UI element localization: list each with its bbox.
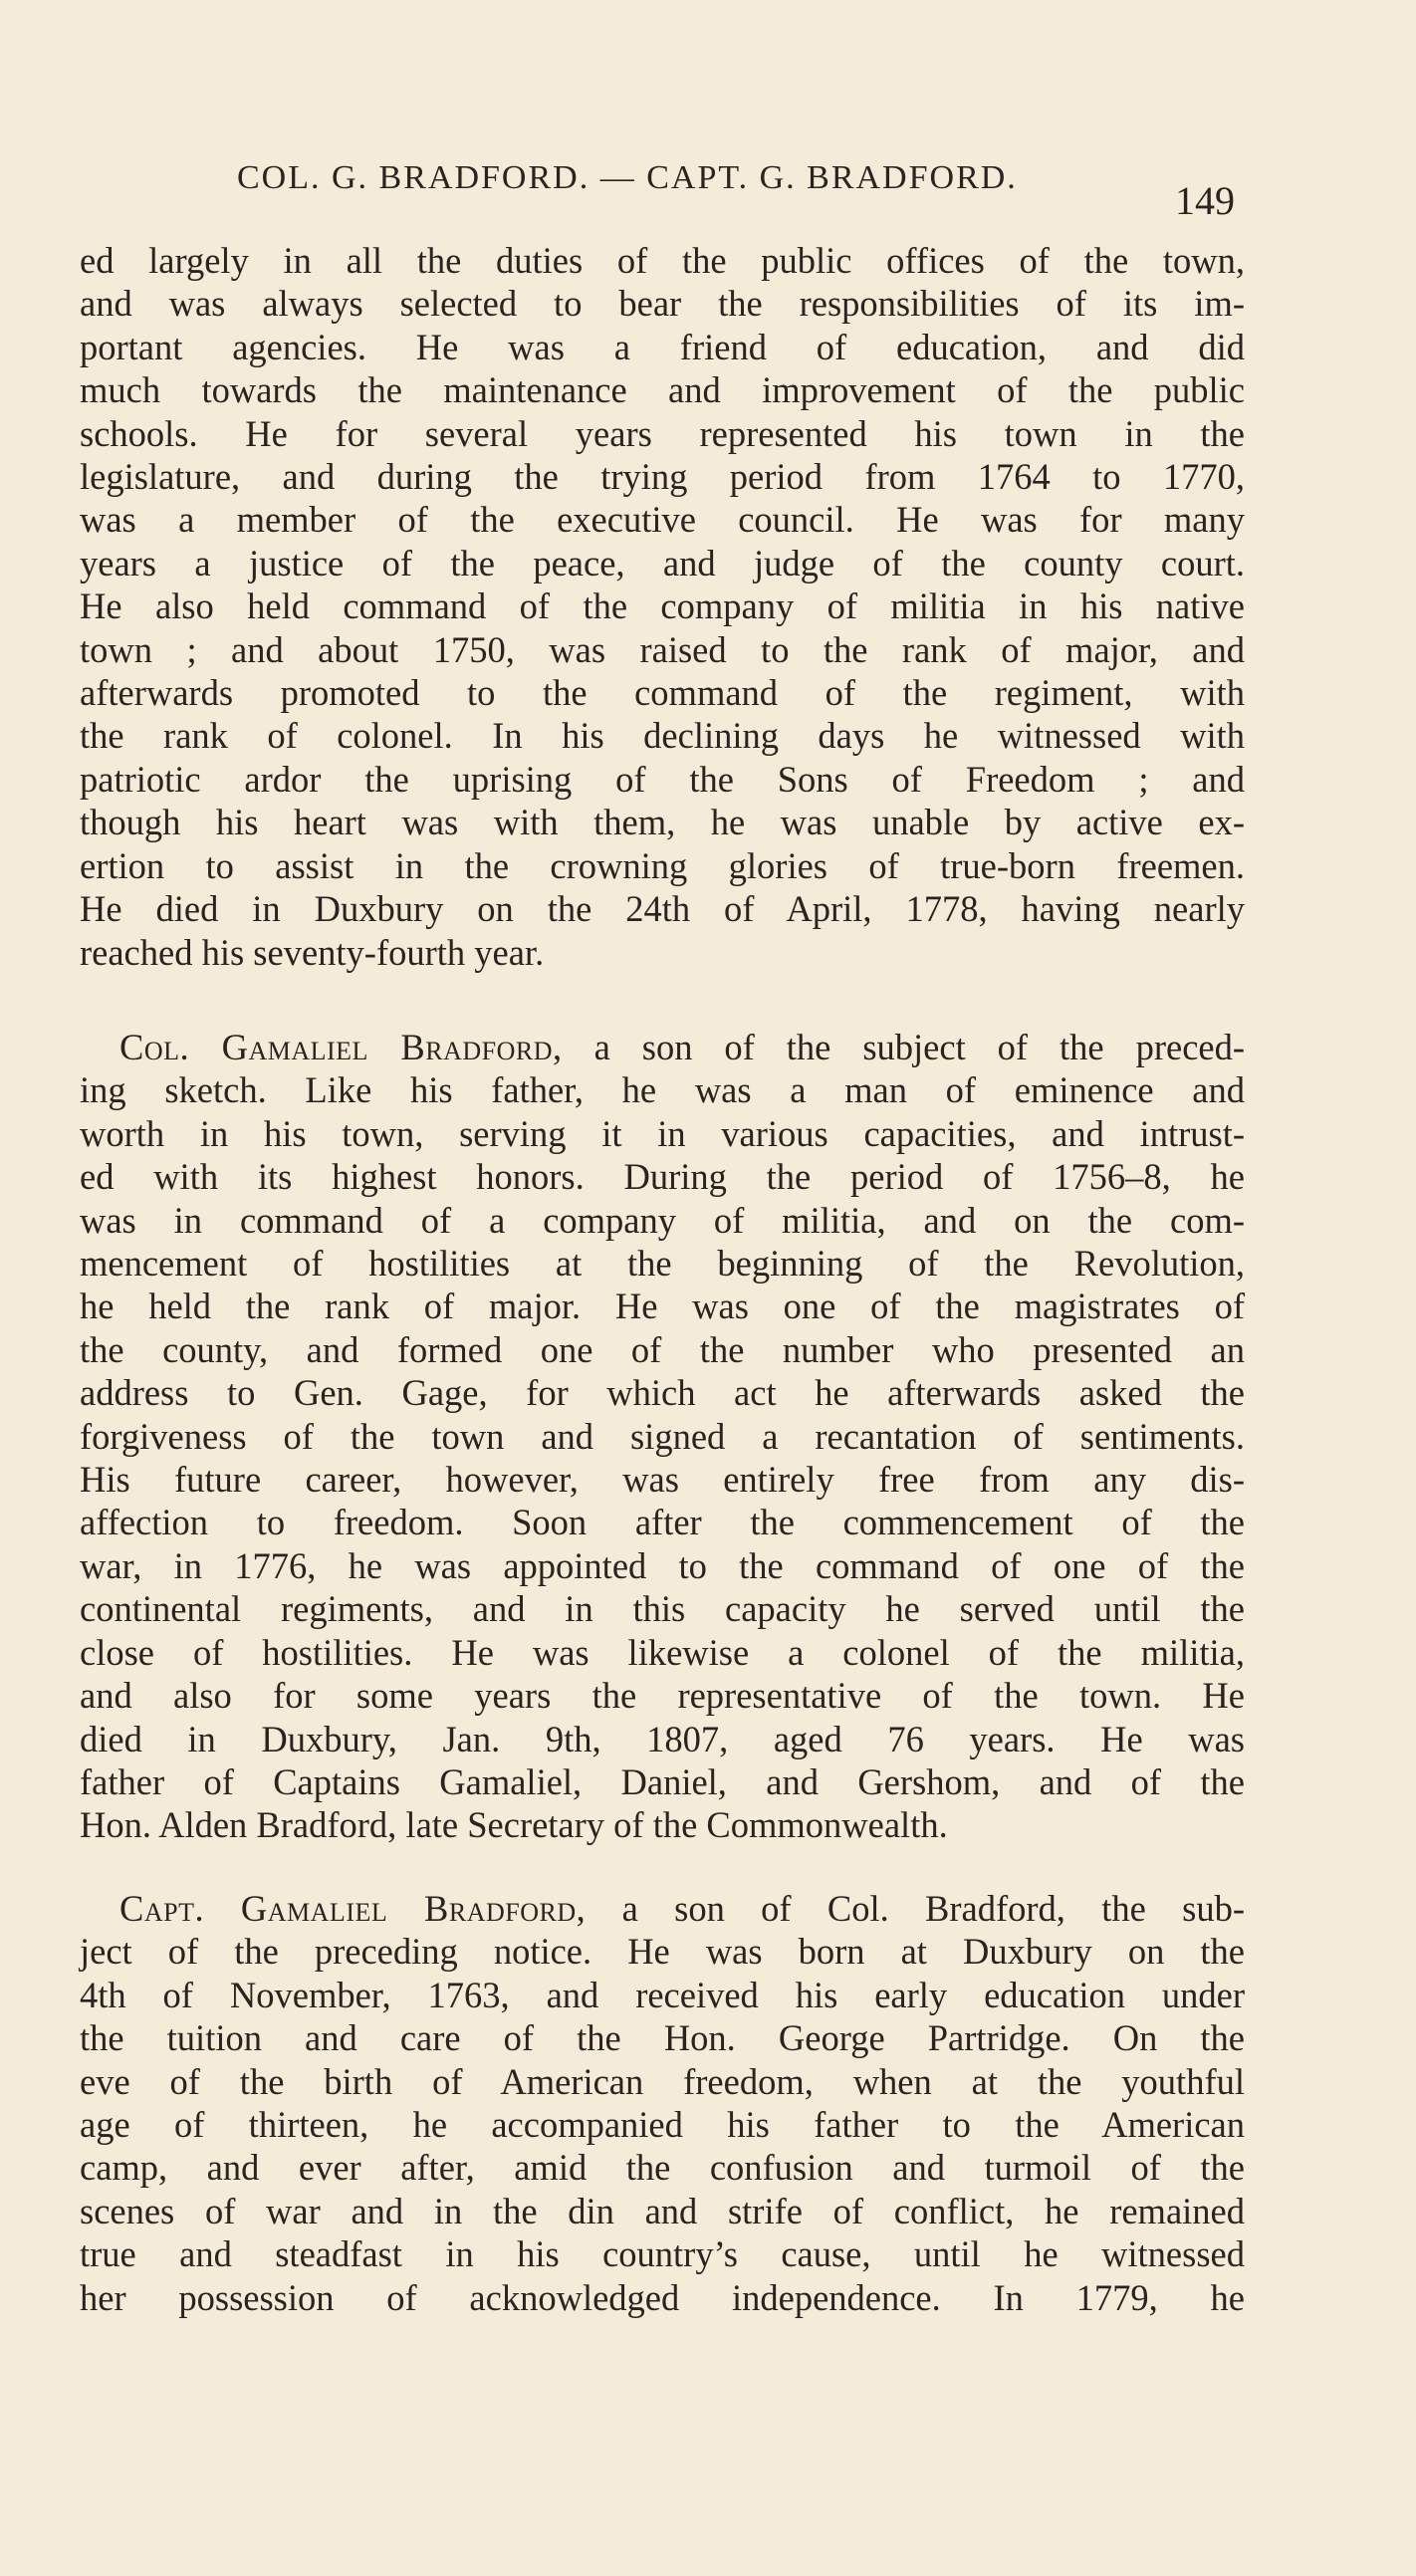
text-line: affection to freedom. Soon after the commencement of the bbox=[80, 1502, 1245, 1543]
page-number: 149 bbox=[1175, 178, 1235, 223]
text-line: died in Duxbury, Jan. 9th, 1807, aged 76 years. He was bbox=[80, 1718, 1245, 1759]
paragraph-capt-gamaliel-bradford bbox=[80, 1887, 1245, 2319]
text-line: much towards the maintenance and improvement of the public bbox=[80, 369, 1245, 411]
text-line: age of thirteen, he accompanied his father to the American bbox=[80, 2104, 1245, 2146]
text-line: though his heart was with them, he was unable by active ex- bbox=[80, 802, 1245, 843]
text-line: the tuition and care of the Hon. George Partridge. On the bbox=[80, 2017, 1245, 2059]
text-line: ed largely in all the duties of the public offices of the town, bbox=[80, 240, 1245, 281]
text-line: address to Gen. Gage, for which act he afterwards asked the bbox=[80, 1372, 1245, 1414]
text-line: town ; and about 1750, was raised to the rank of major, and bbox=[80, 628, 1245, 670]
text-line: ertion to assist in the crowning glories of true-born freemen. bbox=[80, 844, 1245, 886]
subject-name: Col. Gamaliel Bradford, bbox=[119, 1027, 563, 1067]
text-line: close of hostilities. He was likewise a colonel of the militia, bbox=[80, 1631, 1245, 1673]
text-line: was a member of the executive council. He was for many bbox=[80, 499, 1245, 541]
text-line: mencement of hostilities at the beginning of the Revolution, bbox=[80, 1243, 1245, 1285]
text-line: portant agencies. He was a friend of education, and did bbox=[80, 326, 1245, 367]
text-line-rest: a son of the subject of the preced- bbox=[593, 1027, 1245, 1067]
text-line bbox=[80, 1887, 1245, 1930]
text-line: true and steadfast in his country’s cause, until he witnessed bbox=[80, 2233, 1245, 2275]
text-line: afterwards promoted to the command of the regiment, with bbox=[80, 672, 1245, 714]
text-line: war, in 1776, he was appointed to the command of one of the bbox=[80, 1544, 1245, 1586]
text-line: schools. He for several years represented his town in the bbox=[80, 412, 1245, 454]
paragraph-continuation bbox=[80, 239, 1245, 974]
text-line: and was always selected to bear the responsibilities of its im- bbox=[80, 283, 1245, 325]
text-line: ing sketch. Like his father, he was a man of eminence and bbox=[80, 1069, 1245, 1111]
text-line: He died in Duxbury on the 24th of April, 1778, having nearly bbox=[80, 888, 1245, 930]
text-line bbox=[80, 1026, 1245, 1068]
text-line: father of Captains Gamaliel, Daniel, and Gershom, and of the bbox=[80, 1760, 1245, 1802]
text-line: camp, and ever after, amid the confusion and turmoil of the bbox=[80, 2147, 1245, 2189]
text-line: years a justice of the peace, and judge of the county court. bbox=[80, 542, 1245, 584]
text-line: scenes of war and in the din and strife of conflict, he remained bbox=[80, 2190, 1245, 2231]
text-line: ject of the preceding notice. He was born at Duxbury on the bbox=[80, 1931, 1245, 1973]
text-line: he held the rank of major. He was one of the magistrates of bbox=[80, 1286, 1245, 1327]
text-line-rest: a son of Col. Bradford, the sub- bbox=[621, 1888, 1246, 1929]
text-line: continental regiments, and in this capacity he served until the bbox=[80, 1588, 1245, 1630]
paragraph-col-gamaliel-bradford bbox=[80, 1026, 1245, 1847]
text-line: ed with its highest honors. During the period of 1756–8, he bbox=[80, 1156, 1245, 1198]
text-line: reached his seventy-fourth year. bbox=[80, 931, 545, 973]
text-line: the county, and formed one of the number who presented an bbox=[80, 1328, 1245, 1370]
text-line: His future career, however, was entirely free from any dis- bbox=[80, 1459, 1245, 1501]
text-line: forgiveness of the town and signed a recantation of sentiments. bbox=[80, 1415, 1245, 1457]
text-line: worth in his town, serving it in various capacities, and intrust- bbox=[80, 1112, 1245, 1154]
text-line: the rank of colonel. In his declining days he witnessed with bbox=[80, 715, 1245, 757]
text-line: 4th of November, 1763, and received his early education under bbox=[80, 1974, 1245, 2015]
text-line: her possession of acknowledged independence. In 1779, he bbox=[80, 2276, 1245, 2318]
text-line: Hon. Alden Bradford, late Secretary of the Commonwealth. bbox=[80, 1804, 948, 1846]
text-line: He also held command of the company of militia in his native bbox=[80, 585, 1245, 627]
text-line: patriotic ardor the uprising of the Sons of Freedom ; and bbox=[80, 758, 1245, 800]
text-line: legislature, and during the trying period from 1764 to 1770, bbox=[80, 456, 1245, 498]
text-line: and also for some years the representative of the town. He bbox=[80, 1675, 1245, 1717]
subject-name: Capt. Gamaliel Bradford, bbox=[119, 1888, 587, 1929]
running-title: COL. G. BRADFORD. — CAPT. G. BRADFORD. bbox=[237, 159, 1018, 196]
text-line: eve of the birth of American freedom, when at the youthful bbox=[80, 2060, 1245, 2102]
text-line: was in command of a company of militia, and on the com- bbox=[80, 1199, 1245, 1241]
